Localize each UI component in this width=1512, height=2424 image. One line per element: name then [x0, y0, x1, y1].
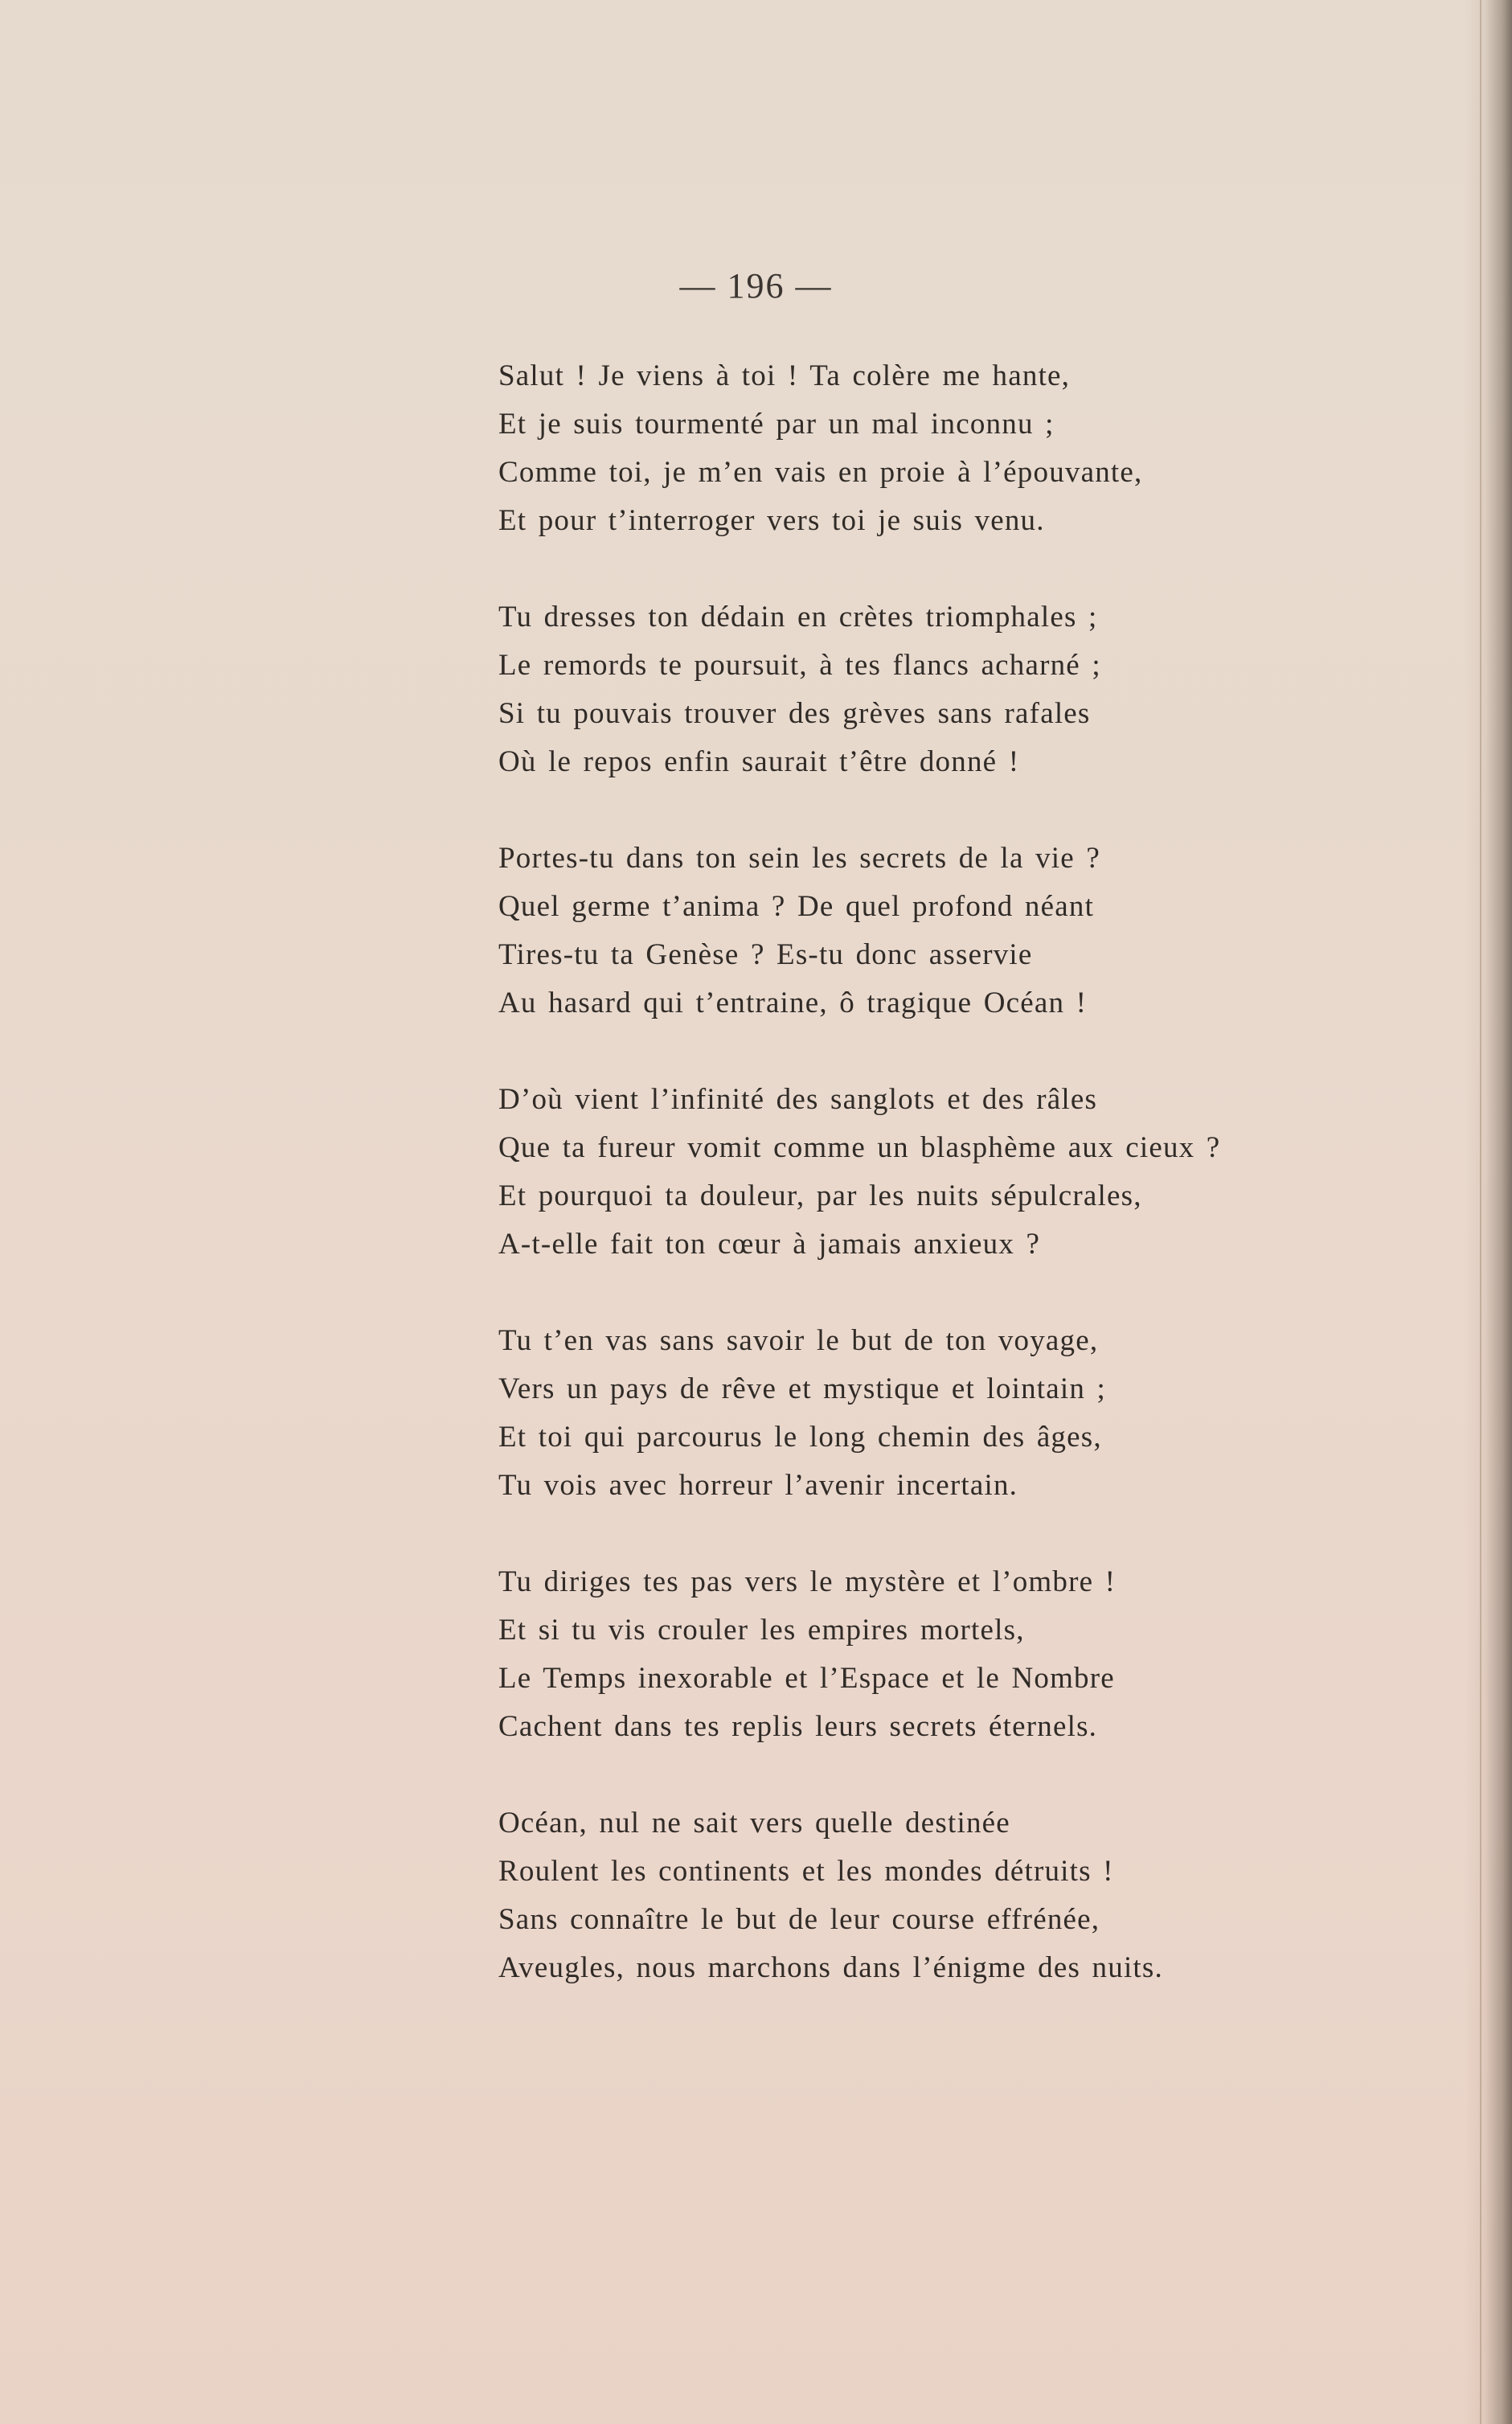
verse-line: Tu vois avec horreur l’avenir incertain. — [498, 1469, 1018, 1502]
verse-line: Quel germe t’anima ? De quel profond néant — [498, 890, 1095, 923]
verse-line: Aveugles, nous marchons dans l’énigme des nuits. — [498, 1951, 1163, 1984]
verse-line: Et pour t’interroger vers toi je suis venu. — [498, 504, 1045, 537]
stanza-1 — [498, 352, 1399, 545]
verse-line: Et toi qui parcourus le long chemin des âges, — [498, 1421, 1102, 1454]
verse-line: Comme toi, je m’en vais en proie à l’épouvante, — [498, 456, 1143, 489]
page-edge-shadow — [1464, 0, 1512, 2424]
verse-line: Et je suis tourmenté par un mal inconnu ; — [498, 408, 1055, 441]
verse-line: Et pourquoi ta douleur, par les nuits sépulcrales, — [498, 1179, 1142, 1212]
verse-line: Sans connaître le but de leur course effrénée, — [498, 1903, 1100, 1936]
verse-line: Le remords te poursuit, à tes flancs acharné ; — [498, 649, 1101, 682]
stanza-6 — [498, 1558, 1399, 1751]
verse-line: Tires-tu ta Genèse ? Es-tu donc asservie — [498, 938, 1033, 971]
stanza-4 — [498, 1076, 1399, 1269]
stanza-3 — [498, 835, 1399, 1027]
stanza-5 — [498, 1317, 1399, 1510]
verse-line: Et si tu vis crouler les empires mortels, — [498, 1614, 1025, 1647]
verse-line: Salut ! Je viens à toi ! Ta colère me hante, — [498, 359, 1071, 392]
page-edge-line — [1480, 0, 1481, 2424]
verse-line: Que ta fureur vomit comme un blasphème aux cieux ? — [498, 1131, 1221, 1164]
verse-line: Au hasard qui t’entraine, ô tragique Océan ! — [498, 986, 1088, 1019]
verse-line: Roulent les continents et les mondes détruits ! — [498, 1855, 1114, 1888]
page-number: — 196 — — [679, 266, 833, 306]
verse-line: Si tu pouvais trouver des grèves sans rafales — [498, 697, 1091, 730]
verse-line: Tu dresses ton dédain en crètes triomphales ; — [498, 601, 1098, 634]
stanza-7 — [498, 1799, 1399, 1992]
poem — [498, 352, 1399, 2041]
stanza-2 — [498, 593, 1399, 786]
verse-line: Le Temps inexorable et l’Espace et le Nombre — [498, 1662, 1115, 1695]
verse-line: A-t-elle fait ton cœur à jamais anxieux ? — [498, 1228, 1041, 1261]
verse-line: Où le repos enfin saurait t’être donné ! — [498, 745, 1020, 778]
verse-line: Océan, nul ne sait vers quelle destinée — [498, 1807, 1010, 1840]
verse-line: Portes-tu dans ton sein les secrets de la vie ? — [498, 842, 1100, 875]
verse-line: Tu t’en vas sans savoir le but de ton voyage, — [498, 1324, 1099, 1357]
verse-line: Vers un pays de rêve et mystique et lointain ; — [498, 1372, 1107, 1405]
verse-line: D’où vient l’infinité des sanglots et des râles — [498, 1083, 1098, 1116]
verse-line: Tu diriges tes pas vers le mystère et l’ombre ! — [498, 1565, 1117, 1598]
verse-line: Cachent dans tes replis leurs secrets éternels. — [498, 1710, 1098, 1743]
